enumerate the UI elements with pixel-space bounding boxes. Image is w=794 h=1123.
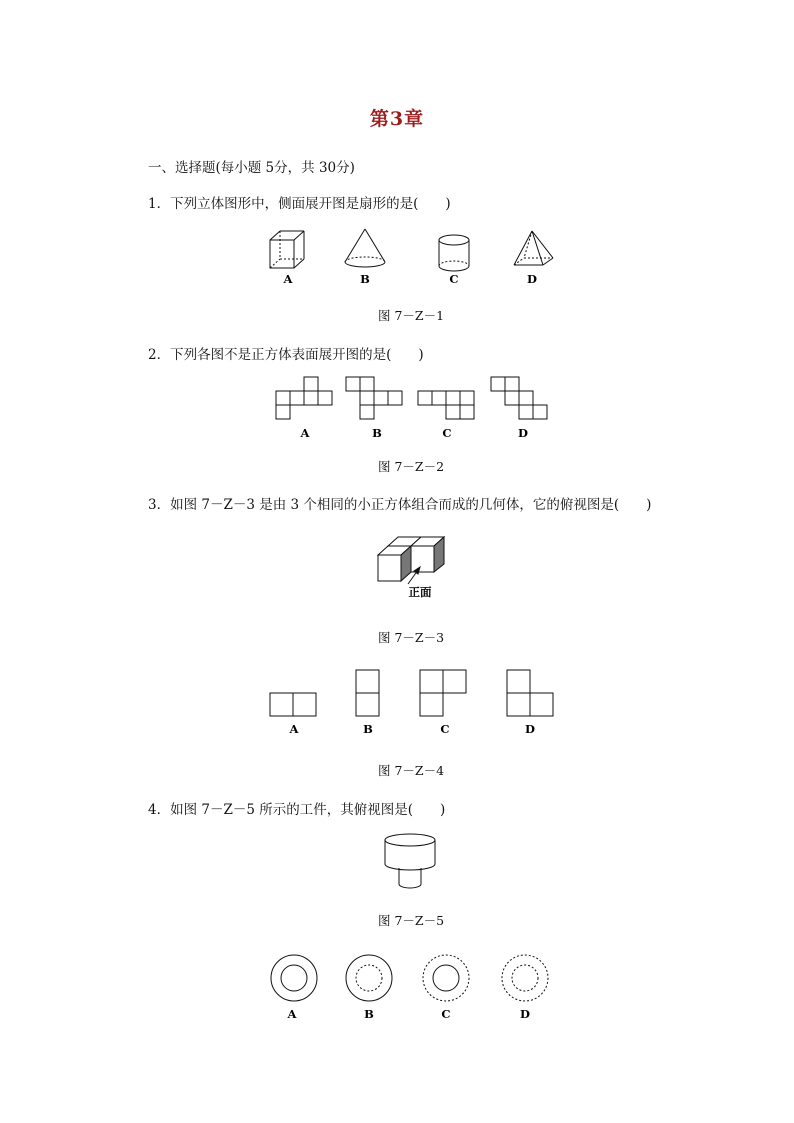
option-label-c: C (441, 1007, 451, 1021)
option-label-c: C (440, 722, 450, 736)
front-view-label: 正面 (408, 585, 432, 599)
question-3-text: 3．如图 7－Z－3 是由 3 个相同的小正方体组合而成的几何体，它的俯视图是( ) (148, 497, 652, 513)
figure-caption-1: 图 7－Z－1 (378, 308, 445, 323)
figure-caption-4: 图 7－Z－4 (378, 763, 445, 778)
option-label-d: D (518, 426, 528, 440)
option-label-d: D (525, 722, 535, 736)
option-label-b: B (363, 722, 373, 736)
option-label-a: A (283, 272, 293, 286)
ring-view-a (271, 955, 317, 1001)
figure-caption-3: 图 7－Z－3 (378, 630, 445, 645)
figure-caption-5: 图 7－Z－5 (378, 913, 445, 928)
question-1-text: 1．下列立体图形中，侧面展开图是扇形的是( ) (148, 196, 451, 212)
option-label-b: B (360, 272, 370, 286)
figure-caption-2: 图 7－Z－2 (378, 459, 445, 474)
chapter-title: 第3章 (369, 108, 425, 130)
ring-view-b (346, 955, 392, 1001)
option-label-d: D (527, 272, 537, 286)
ring-view-d (502, 955, 548, 1001)
option-label-a: A (289, 722, 299, 736)
question-2-text: 2．下列各图不是正方体表面展开图的是( ) (148, 347, 424, 363)
option-label-a: A (300, 426, 310, 440)
question-4-text: 4．如图 7－Z－5 所示的工件，其俯视图是( ) (148, 802, 446, 818)
option-label-b: B (372, 426, 382, 440)
option-label-d: D (520, 1007, 530, 1021)
section-heading: 一、选择题(每小题 5分，共 30分) (148, 160, 355, 176)
option-label-a: A (287, 1007, 297, 1021)
option-label-b: B (364, 1007, 374, 1021)
option-label-c: C (442, 426, 452, 440)
ring-view-c (423, 955, 469, 1001)
option-label-c: C (449, 272, 459, 286)
